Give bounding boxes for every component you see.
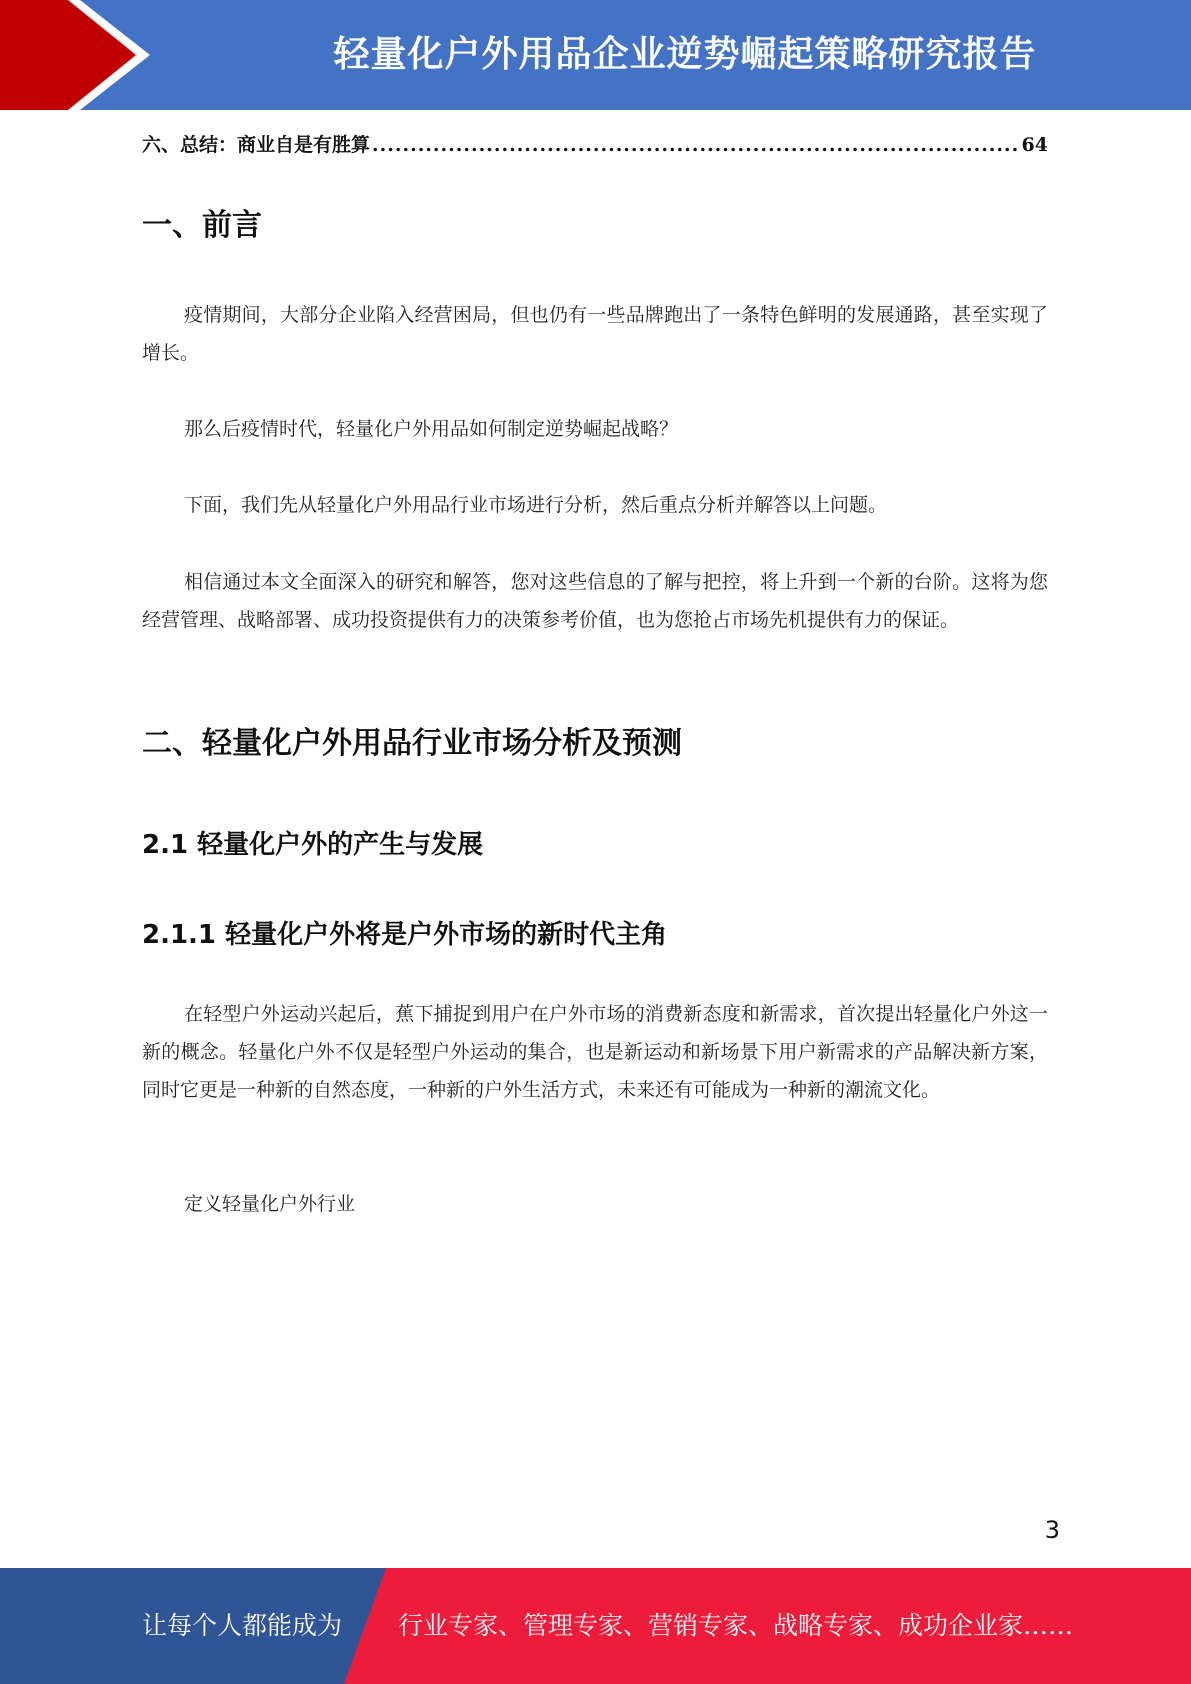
preface-paragraph-4: 相信通过本文全面深入的研究和解答，您对这些信息的了解与把控，将上升到一个新的台阶。这将为您经营管理、战略部署、成功投资提供有力的决策参考价值，也为您抢占市场先机提供有力的保证。 xyxy=(142,571,1048,631)
footer-slogan-left: 让每个人都能成为 xyxy=(142,1611,343,1640)
header-banner xyxy=(0,0,1191,110)
toc-entry[interactable] xyxy=(142,130,1048,158)
section-heading-preface: 一、前言 xyxy=(142,208,262,243)
toc-leader-dots xyxy=(372,134,1020,156)
section-heading-market: 二、轻量化户外用品行业市场分析及预测 xyxy=(142,726,682,761)
toc-entry-label: 六、总结：商业自是有胜算 xyxy=(142,134,371,156)
subsection-heading-2-1: 2.1 轻量化户外的产生与发展 xyxy=(142,830,484,860)
preface-paragraph-2: 那么后疫情时代，轻量化户外用品如何制定逆势崛起战略？ xyxy=(184,418,679,440)
toc-entry-page: 64 xyxy=(1021,134,1048,156)
document-title: 轻量化户外用品企业逆势崛起策略研究报告 xyxy=(333,34,1037,75)
header-arrow-decoration xyxy=(0,0,160,110)
footer-banner xyxy=(0,1568,1191,1684)
preface-paragraph-1: 疫情期间，大部分企业陷入经营困局，但也仍有一些品牌跑出了一条特色鲜明的发展通路，甚至实现了增长。 xyxy=(142,304,1048,364)
page-number: 3 xyxy=(1044,1516,1060,1544)
market-paragraph-1: 在轻型户外运动兴起后，蕉下捕捉到用户在户外市场的消费新态度和新需求，首次提出轻量化户外这一新的概念。轻量化户外不仅是轻型户外运动的集合，也是新运动和新场景下用户新需求的产品解决新方案，同时它更是一种新的自然态度，一种新的户外生活方式，未来还有可能成为一种新的潮流文化。 xyxy=(142,1003,1048,1101)
footer-slogan-right: 行业专家、管理专家、营销专家、战略专家、成功企业家…… xyxy=(398,1611,1074,1640)
market-paragraph-2: 定义轻量化户外行业 xyxy=(184,1193,356,1215)
subsection-heading-2-1-1: 2.1.1 轻量化户外将是户外市场的新时代主角 xyxy=(142,920,668,950)
preface-paragraph-3: 下面，我们先从轻量化户外用品行业市场进行分析，然后重点分析并解答以上问题。 xyxy=(184,494,888,516)
